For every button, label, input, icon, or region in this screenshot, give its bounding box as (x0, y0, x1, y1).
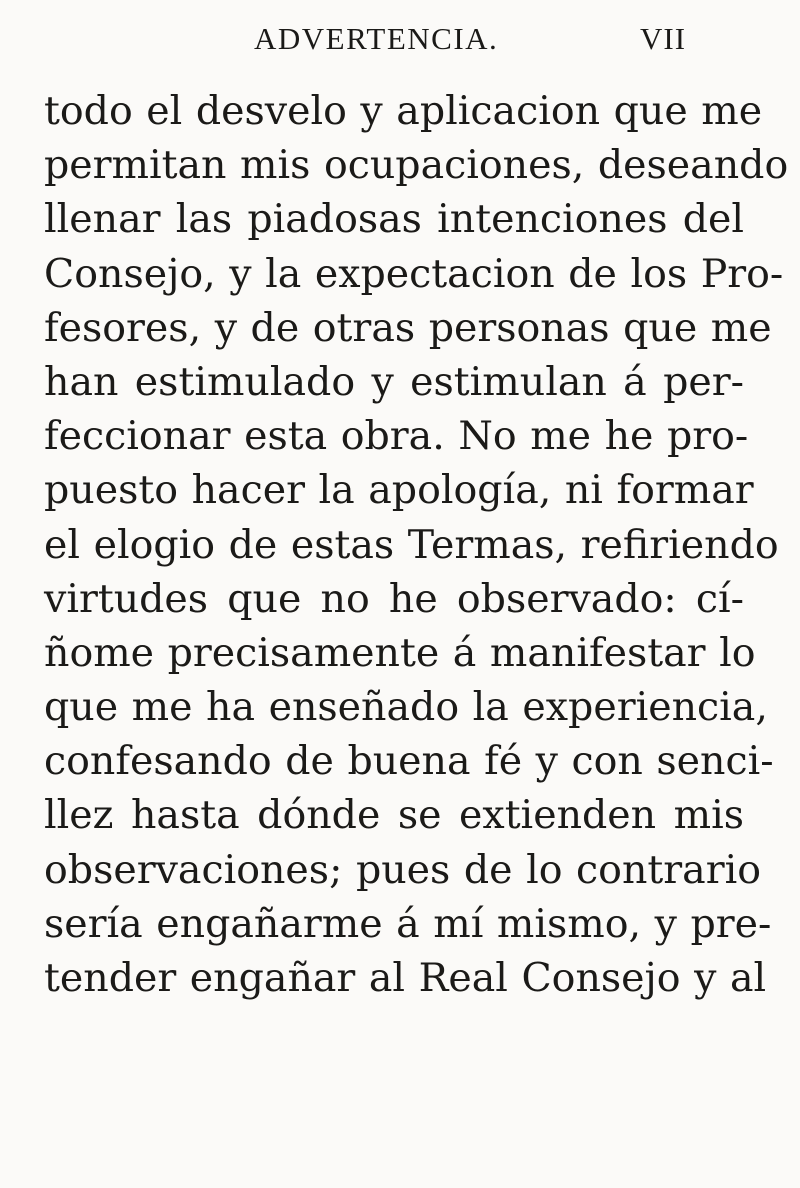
page-number: VII (640, 21, 687, 56)
text-line: han estimulado y estimulan á per- (44, 358, 744, 405)
text-line: virtudes que no he observado: cí- (44, 575, 744, 622)
text-line: Consejo, y la expectacion de los Pro- (44, 250, 784, 297)
text-line: ñome precisamente á manifestar lo (44, 629, 756, 676)
text-line: que me ha enseñado la experiencia, (44, 684, 768, 731)
text-line: observaciones; pues de lo contrario (44, 846, 762, 893)
text-line: sería engañarme á mí mismo, y pre- (44, 900, 772, 947)
text-line: puesto hacer la apología, ni formar (44, 467, 754, 514)
text-line: feccionar esta obra. No me he pro- (44, 413, 749, 460)
text-line: todo el desvelo y aplicacion que me (44, 88, 763, 134)
body-text (44, 84, 789, 1005)
text-line: llenar las piadosas intenciones del (44, 196, 744, 243)
text-line: fesores, y de otras personas que me (44, 304, 772, 351)
text-line: tender engañar al Real Consejo y al (44, 955, 767, 1001)
running-head (0, 14, 800, 54)
text-line: permitan mis ocupaciones, deseando (44, 142, 789, 189)
text-line: llez hasta dónde se extienden mis (44, 792, 744, 839)
text-line: el elogio de estas Termas, refiriendo (44, 521, 779, 568)
text-line: confesando de buena fé y con senci- (44, 738, 774, 785)
running-title: ADVERTENCIA. (254, 21, 499, 56)
